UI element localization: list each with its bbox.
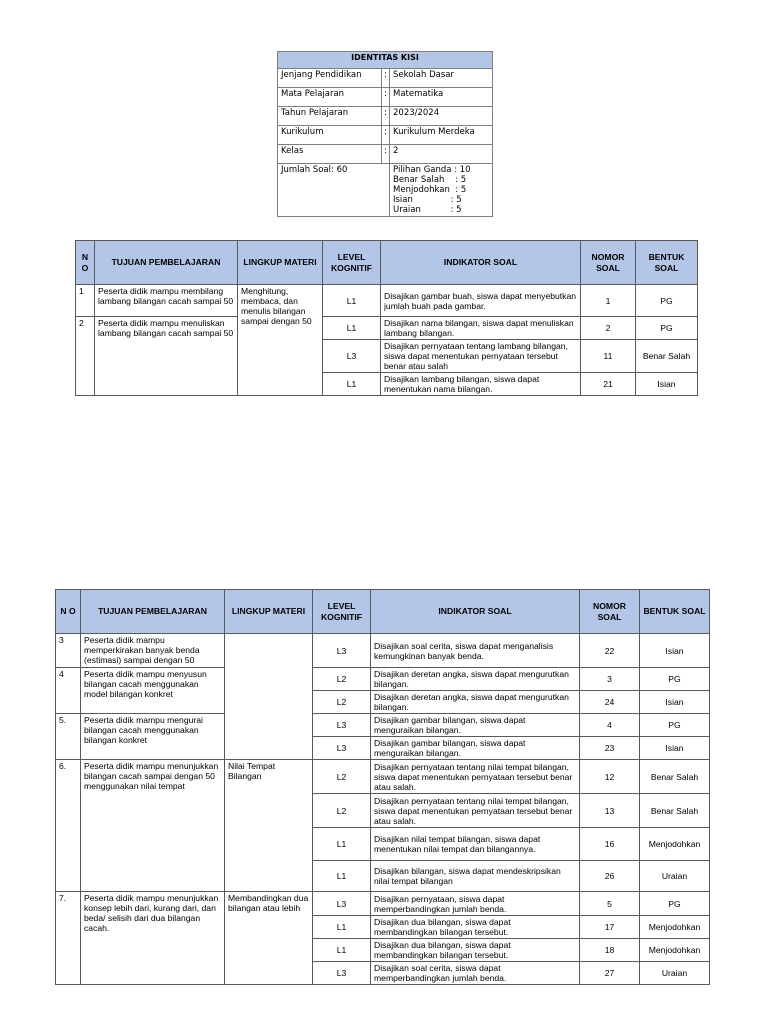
bentuk-soal: Uraian (640, 861, 710, 892)
nomor-soal: 2 (581, 317, 636, 340)
nomor-soal: 3 (580, 668, 640, 691)
bentuk-soal: Menjodohkan (640, 828, 710, 861)
lingkup-materi: Nilai Tempat Bilangan (225, 760, 313, 892)
identitas-value: 2 (390, 145, 493, 164)
nomor-soal: 26 (580, 861, 640, 892)
tp-text: Peserta didik mampu mengurai bilangan cacah menggunakan bilangan konkret (81, 714, 225, 760)
tp-text: Peserta didik mampu menunjukkan bilangan cacah sampai dengan 50 menggunakan nilai tempat (81, 760, 225, 892)
bentuk-soal: Menjodohkan (640, 939, 710, 962)
level-kognitif: L2 (313, 668, 371, 691)
identitas-value: Sekolah Dasar (390, 69, 493, 88)
kisi-table-2 (55, 589, 710, 985)
table-row (56, 760, 710, 794)
identitas-colon: : (382, 126, 390, 145)
tp-text: Peserta didik mampu menunjukkan konsep lebih dari, kurang dari, dan beda/ selisih dari dua bilangan cacah. (81, 892, 225, 985)
header-bentuk: BENTUK SOAL (636, 241, 698, 285)
tp-text: Peserta didik mampu membilang lambang bilangan cacah sampai 50 (95, 285, 238, 317)
identitas-row (278, 145, 493, 164)
identitas-label: Jenjang Pendidikan (278, 69, 382, 88)
level-kognitif: L3 (313, 962, 371, 985)
bentuk-soal: Isian (640, 737, 710, 760)
level-kognitif: L1 (323, 317, 381, 340)
bentuk-soal: PG (640, 892, 710, 916)
header-lingkup: LINGKUP MATERI (225, 590, 313, 634)
header-level: LEVEL KOGNITIF (323, 241, 381, 285)
identitas-row (278, 126, 493, 145)
level-kognitif: L1 (323, 373, 381, 396)
header-lingkup: LINGKUP MATERI (238, 241, 323, 285)
identitas-title: IDENTITAS KISI (278, 52, 493, 69)
jumlah-line: Pilihan Ganda : 10 (393, 165, 471, 175)
level-kognitif: L1 (313, 828, 371, 861)
level-kognitif: L1 (323, 285, 381, 317)
tp-no: 5. (56, 714, 81, 760)
tp-no: 1 (76, 285, 95, 317)
indikator-soal: Disajikan nama bilangan, siswa dapat menuliskan lambang bilangan. (381, 317, 581, 340)
indikator-soal: Disajikan gambar bilangan, siswa dapat menguraikan bilangan. (371, 714, 580, 737)
level-kognitif: L1 (313, 939, 371, 962)
indikator-soal: Disajikan lambang bilangan, siswa dapat menentukan nama bilangan. (381, 373, 581, 396)
level-kognitif: L1 (313, 916, 371, 939)
nomor-soal: 5 (580, 892, 640, 916)
header-bentuk: BENTUK SOAL (640, 590, 710, 634)
bentuk-soal: Menjodohkan (640, 916, 710, 939)
lingkup-materi: Menghitung, membaca, dan menulis bilangan sampai dengan 50 (238, 285, 323, 396)
jumlah-line: Benar Salah : 5 (393, 175, 467, 185)
header-nomor: NOMOR SOAL (581, 241, 636, 285)
indikator-soal: Disajikan gambar bilangan, siswa dapat menguraikan bilangan. (371, 737, 580, 760)
lingkup-materi-empty (225, 634, 313, 760)
bentuk-soal: Isian (636, 373, 698, 396)
nomor-soal: 12 (580, 760, 640, 794)
tp-no: 7. (56, 892, 81, 985)
level-kognitif: L3 (313, 892, 371, 916)
nomor-soal: 27 (580, 962, 640, 985)
level-kognitif: L2 (313, 760, 371, 794)
lingkup-materi: Membandingkan dua bilangan atau lebih (225, 892, 313, 985)
indikator-soal: Disajikan dua bilangan, siswa dapat membandingkan bilangan tersebut. (371, 916, 580, 939)
bentuk-soal: Benar Salah (640, 760, 710, 794)
identitas-kisi-table (277, 51, 493, 217)
tp-text: Peserta didik mampu menuliskan lambang bilangan cacah sampai 50 (95, 317, 238, 396)
tp-no: 2 (76, 317, 95, 396)
identitas-colon: : (382, 145, 390, 164)
level-kognitif: L2 (313, 794, 371, 828)
bentuk-soal: PG (640, 714, 710, 737)
table-row (76, 285, 698, 317)
header-indikator: INDIKATOR SOAL (371, 590, 580, 634)
jumlah-line: Uraian : 5 (393, 205, 462, 215)
nomor-soal: 13 (580, 794, 640, 828)
identitas-row (278, 88, 493, 107)
table-row (56, 714, 710, 737)
nomor-soal: 11 (581, 340, 636, 373)
tp-no: 4 (56, 668, 81, 714)
indikator-soal: Disajikan bilangan, siswa dapat mendeskripsikan nilai tempat bilangan (371, 861, 580, 892)
header-no: N O (56, 590, 81, 634)
jumlah-line: Isian : 5 (393, 195, 462, 205)
nomor-soal: 22 (580, 634, 640, 668)
header-level: LEVEL KOGNITIF (313, 590, 371, 634)
jumlah-soal-breakdown (390, 164, 493, 217)
level-kognitif: L3 (323, 340, 381, 373)
table-row (56, 634, 710, 668)
bentuk-soal: Benar Salah (640, 794, 710, 828)
nomor-soal: 24 (580, 691, 640, 714)
header-nomor: NOMOR SOAL (580, 590, 640, 634)
identitas-row (278, 69, 493, 88)
table-row (56, 892, 710, 916)
bentuk-soal: PG (636, 317, 698, 340)
identitas-colon: : (382, 88, 390, 107)
header-row (56, 590, 710, 634)
table-row (56, 668, 710, 691)
tp-no: 3 (56, 634, 81, 668)
identitas-label: Kelas (278, 145, 382, 164)
indikator-soal: Disajikan deretan angka, siswa dapat mengurutkan bilangan. (371, 668, 580, 691)
indikator-soal: Disajikan pernyataan tentang nilai tempat bilangan, siswa dapat menentukan pernyataan tersebut benar atau salah. (371, 794, 580, 828)
nomor-soal: 17 (580, 916, 640, 939)
level-kognitif: L2 (313, 691, 371, 714)
identitas-colon: : (382, 107, 390, 126)
identitas-row-jumlah (278, 164, 493, 217)
level-kognitif: L3 (313, 737, 371, 760)
indikator-soal: Disajikan soal cerita, siswa dapat menganalisis kemungkinan banyak benda. (371, 634, 580, 668)
table-row (76, 317, 698, 340)
nomor-soal: 4 (580, 714, 640, 737)
level-kognitif: L3 (313, 634, 371, 668)
identitas-value: 2023/2024 (390, 107, 493, 126)
nomor-soal: 18 (580, 939, 640, 962)
indikator-soal: Disajikan pernyataan tentang lambang bilangan, siswa dapat menentukan pernyataan tersebut benar atau salah (381, 340, 581, 373)
indikator-soal: Disajikan pernyataan tentang nilai tempat bilangan, siswa dapat menentukan pernyataan tersebut benar atau salah. (371, 760, 580, 794)
nomor-soal: 16 (580, 828, 640, 861)
nomor-soal: 23 (580, 737, 640, 760)
level-kognitif: L3 (313, 714, 371, 737)
bentuk-soal: Uraian (640, 962, 710, 985)
header-no: N O (76, 241, 95, 285)
bentuk-soal: PG (640, 668, 710, 691)
identitas-row (278, 107, 493, 126)
header-tujuan: TUJUAN PEMBELAJARAN (81, 590, 225, 634)
tp-text: Peserta didik mampu menyusun bilangan cacah menggunakan model bilangan konkret (81, 668, 225, 714)
indikator-soal: Disajikan soal cerita, siswa dapat memperbandingkan jumlah benda. (371, 962, 580, 985)
level-kognitif: L1 (313, 861, 371, 892)
jumlah-soal-label: Jumlah Soal: 60 (278, 164, 390, 217)
nomor-soal: 21 (581, 373, 636, 396)
identitas-colon: : (382, 69, 390, 88)
nomor-soal: 1 (581, 285, 636, 317)
jumlah-line: Menjodohkan : 5 (393, 185, 467, 195)
kisi-table-1 (75, 240, 698, 396)
identitas-label: Mata Pelajaran (278, 88, 382, 107)
tp-no: 6. (56, 760, 81, 892)
indikator-soal: Disajikan pernyataan, siswa dapat memperbandingkan jumlah benda. (371, 892, 580, 916)
bentuk-soal: Isian (640, 691, 710, 714)
identitas-value: Matematika (390, 88, 493, 107)
header-tujuan: TUJUAN PEMBELAJARAN (95, 241, 238, 285)
bentuk-soal: Isian (640, 634, 710, 668)
indikator-soal: Disajikan deretan angka, siswa dapat mengurutkan bilangan. (371, 691, 580, 714)
identitas-label: Tahun Pelajaran (278, 107, 382, 126)
bentuk-soal: PG (636, 285, 698, 317)
identitas-value: Kurikulum Merdeka (390, 126, 493, 145)
bentuk-soal: Benar Salah (636, 340, 698, 373)
tp-text: Peserta didik mampu memperkirakan banyak benda (estimasi) sampai dengan 50 (81, 634, 225, 668)
identitas-label: Kurikulum (278, 126, 382, 145)
indikator-soal: Disajikan dua bilangan, siswa dapat membandingkan bilangan tersebut. (371, 939, 580, 962)
header-row (76, 241, 698, 285)
header-indikator: INDIKATOR SOAL (381, 241, 581, 285)
indikator-soal: Disajikan nilai tempat bilangan, siswa dapat menentukan nilai tempat dan bilangannya. (371, 828, 580, 861)
indikator-soal: Disajikan gambar buah, siswa dapat menyebutkan jumlah buah pada gambar. (381, 285, 581, 317)
